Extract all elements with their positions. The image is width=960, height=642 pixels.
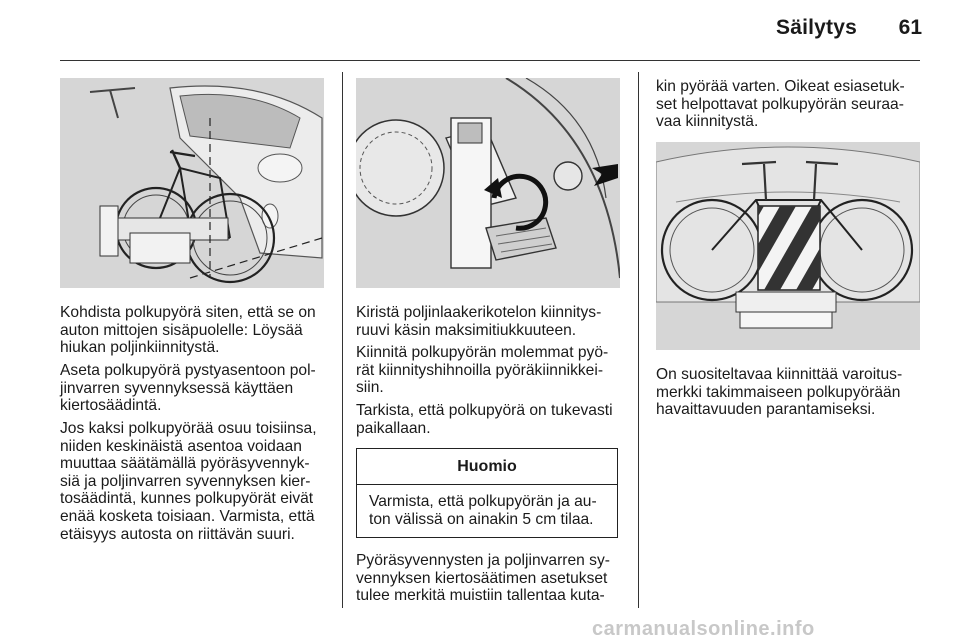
- text-line: tosäädintä, kunnes polkupyörät eivät: [60, 490, 314, 508]
- paragraph-presets: [656, 78, 905, 131]
- text-line: paikallaan.: [356, 419, 431, 437]
- text-line: tulee merkitä muistiin tallentaa kuta-: [356, 587, 605, 605]
- text-line: Kiinnitä polkupyörän molemmat pyö-: [356, 344, 609, 361]
- text-line: ruuvi käsin maksimitiukkuuteen.: [356, 321, 577, 339]
- text-line: havaittavuuden parantamiseksi.: [656, 401, 876, 419]
- text-line: vaa kiinnitystä.: [656, 113, 759, 131]
- text-line: Kiristä poljinlaakerikotelon kiinnitys-: [356, 304, 602, 321]
- text-line: niiden keskinäistä asentoa voidaan: [60, 437, 302, 455]
- text-line: Jos kaksi polkupyörää osuu toisiinsa,: [60, 420, 317, 437]
- paragraph-align-bike: [60, 304, 316, 357]
- text-line: Pyöräsyvennysten ja poljinvarren sy-: [356, 552, 610, 569]
- text-line: etäisyys autosta on riittävän suuri.: [60, 525, 295, 543]
- header-divider: [60, 60, 920, 61]
- bike-carrier-illustration: [60, 78, 324, 288]
- column-divider-2: [638, 72, 639, 608]
- text-line: rät kiinnityshihnoilla pyöräkiinnikkei-: [356, 361, 604, 379]
- text-line: kiertosäädintä.: [60, 397, 162, 415]
- note-title: Huomio: [357, 449, 617, 485]
- paragraph-upright-position: [60, 362, 316, 415]
- text-line: Aseta polkupyörä pystyasentoon pol-: [60, 362, 316, 379]
- text-line: vennyksen kiertosäätimen asetukset: [356, 569, 608, 587]
- figure-pedal-mount-closeup: [356, 78, 620, 288]
- pedal-mount-illustration: [356, 78, 620, 288]
- paragraph-two-bikes: [60, 420, 317, 543]
- paragraph-record-settings: [356, 552, 610, 605]
- text-line: jinvarren syvennyksessä käyttäen: [60, 379, 294, 397]
- paragraph-tighten-screw: [356, 304, 601, 339]
- paragraph-attach-straps: [356, 344, 608, 397]
- column-divider-1: [342, 72, 343, 608]
- text-line: siin.: [356, 379, 384, 397]
- text-line: Varmista, että polkupyörän ja au-: [369, 493, 597, 510]
- figure-bike-on-carrier: [60, 78, 324, 288]
- text-line: muuttaa säätämällä pyöräsyvennyk-: [60, 455, 310, 473]
- text-line: siä ja poljinvarren syvennyksen kier-: [60, 472, 311, 490]
- note-box: [356, 448, 618, 538]
- figure-bikes-with-warning-sign: [656, 142, 920, 350]
- text-line: set helpottavat polkupyörän seuraa-: [656, 95, 904, 113]
- page-section-title: Säilytys: [776, 16, 857, 39]
- text-line: auton mittojen sisäpuolelle: Löysää: [60, 321, 303, 339]
- page-number: 61: [898, 16, 922, 39]
- text-line: kin pyörää varten. Oikeat esiasetuk-: [656, 78, 905, 95]
- text-line: merkki takimmaiseen polkupyörään: [656, 383, 901, 401]
- warning-sign-illustration: [656, 142, 920, 350]
- paragraph-warning-sign: [656, 366, 902, 419]
- note-body: [357, 485, 617, 528]
- text-line: Kohdista polkupyörä siten, että se on: [60, 304, 316, 321]
- text-line: hiukan poljinkiinnitystä.: [60, 339, 220, 357]
- paragraph-check-stable: [356, 402, 613, 437]
- watermark: carmanualsonline.info: [592, 618, 815, 640]
- text-line: enää kosketa toisiaan. Varmista, että: [60, 507, 315, 525]
- text-line: Tarkista, että polkupyörä on tukevasti: [356, 402, 613, 419]
- text-line: On suositeltavaa kiinnittää varoitus-: [656, 366, 903, 383]
- text-line: ton välissä on ainakin 5 cm tilaa.: [369, 510, 594, 528]
